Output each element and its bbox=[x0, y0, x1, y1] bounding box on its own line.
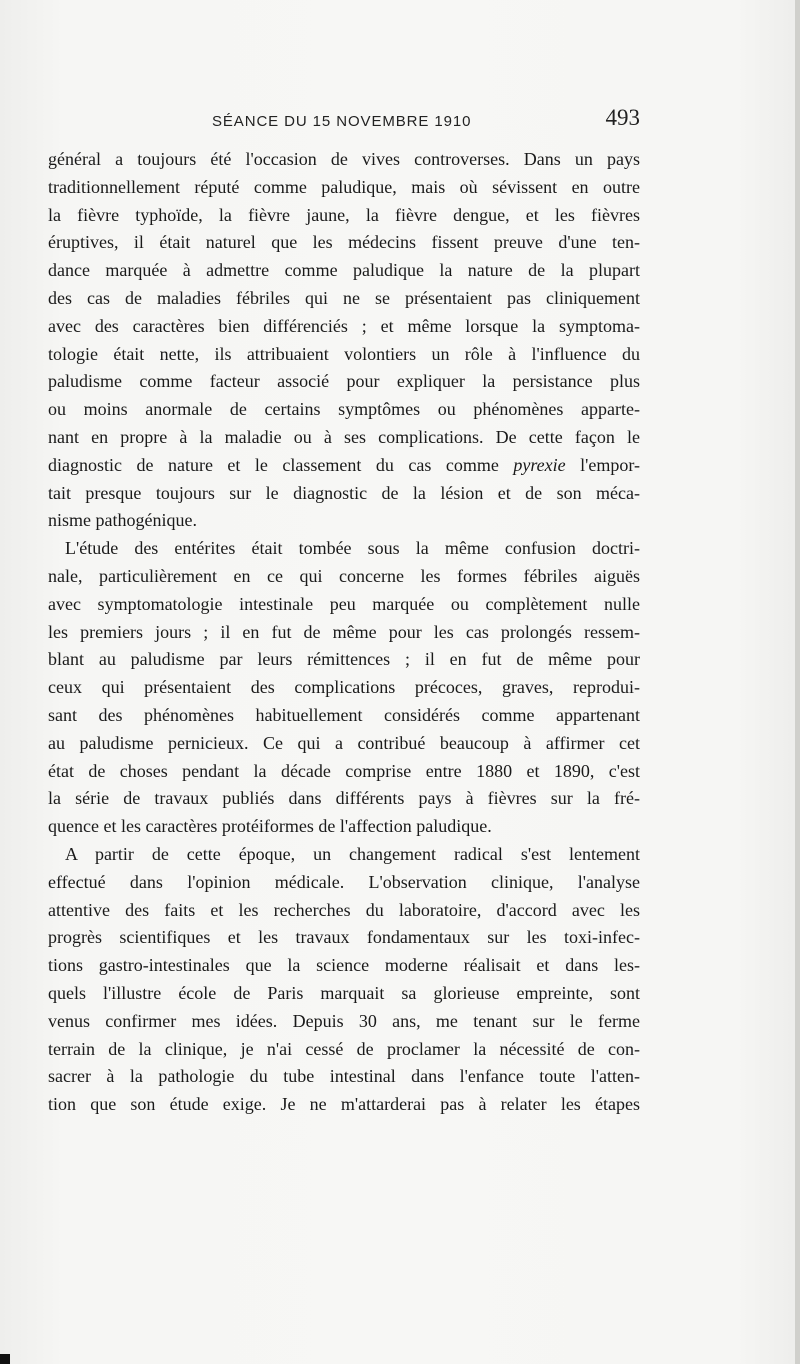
text-line: progrès scientifiques et les travaux fondamentaux sur les toxi-infec- bbox=[48, 927, 640, 948]
text-line: état de choses pendant la décade comprise entre 1880 et 1890, c'est bbox=[48, 760, 640, 781]
text-line: L'étude des entérites était tombée sous la même confusion doctri- bbox=[65, 538, 640, 559]
text-line: avec des caractères bien différenciés ; et même lorsque la symptoma- bbox=[48, 315, 640, 336]
text-line: attentive des faits et les recherches du laboratoire, d'accord avec les bbox=[48, 899, 640, 920]
text-line: ceux qui présentaient des complications précoces, graves, reprodui- bbox=[48, 677, 640, 698]
text-line: quels l'illustre école de Paris marquait sa glorieuse empreinte, sont bbox=[48, 982, 640, 1003]
text-line: sacrer à la pathologie du tube intestinal dans l'enfance toute l'atten- bbox=[48, 1066, 640, 1087]
text-line: blant au paludisme par leurs rémittences ; il en fut de même pour bbox=[48, 649, 640, 670]
text-line: éruptives, il était naturel que les médecins fissent preuve d'une ten- bbox=[48, 232, 640, 253]
text-line: au paludisme pernicieux. Ce qui a contribué beaucoup à affirmer cet bbox=[48, 732, 640, 753]
scan-corner-mark bbox=[0, 1354, 10, 1364]
text-line: venus confirmer mes idées. Depuis 30 ans, me tenant sur le ferme bbox=[48, 1010, 640, 1031]
text-line: des cas de maladies fébriles qui ne se présentaient pas cliniquement bbox=[48, 287, 640, 308]
text-line: nale, particulièrement en ce qui concerne les formes fébriles aiguës bbox=[48, 565, 640, 586]
text-line: la série de travaux publiés dans différents pays à fièvres sur la fré- bbox=[48, 788, 640, 809]
text-line: tologie était nette, ils attribuaient volontiers un rôle à l'influence du bbox=[48, 343, 640, 364]
text-line: dance marquée à admettre comme paludique la nature de la plupart bbox=[48, 260, 640, 281]
text-line: effectué dans l'opinion médicale. L'observation clinique, l'analyse bbox=[48, 871, 640, 892]
text-segment: diagnostic de nature et le classement du cas comme bbox=[48, 454, 514, 475]
italic-term: pyrexie bbox=[513, 454, 566, 475]
text-line: paludisme comme facteur associé pour expliquer la persistance plus bbox=[48, 371, 640, 392]
text-line: général a toujours été l'occasion de vives controverses. Dans un pays bbox=[48, 149, 640, 169]
text-line: terrain de la clinique, je n'ai cessé de proclamer la nécessité de con- bbox=[48, 1038, 640, 1059]
page-header bbox=[48, 105, 640, 139]
running-head: SÉANCE DU 15 NOVEMBRE 1910 bbox=[212, 113, 472, 130]
text-line: sant des phénomènes habituellement considérés comme appartenant bbox=[48, 704, 640, 725]
text-line: avec symptomatologie intestinale peu marquée ou complètement nulle bbox=[48, 593, 640, 614]
text-line: nisme pathogénique. bbox=[48, 510, 197, 531]
text-line: quence et les caractères protéiformes de l'affection paludique. bbox=[48, 816, 492, 837]
text-segment: l'empor- bbox=[565, 454, 640, 475]
body-text bbox=[48, 146, 640, 1119]
text-line: ou moins anormale de certains symptômes ou phénomènes apparte- bbox=[48, 399, 640, 420]
text-line: nant en propre à la maladie ou à ses complications. De cette façon le bbox=[48, 426, 640, 447]
text-line-with-emphasis bbox=[48, 452, 640, 480]
text-line: tion que son étude exige. Je ne m'attarderai pas à relater les étapes bbox=[48, 1094, 640, 1115]
page-edge-shadow bbox=[795, 0, 800, 1364]
text-line: les premiers jours ; il en fut de même pour les cas prolongés ressem- bbox=[48, 621, 640, 642]
text-line: tions gastro-intestinales que la science moderne réalisait et dans les- bbox=[48, 955, 640, 976]
text-line: A partir de cette époque, un changement radical s'est lentement bbox=[65, 843, 640, 864]
text-line: traditionnellement réputé comme paludique, mais où sévissent en outre bbox=[48, 176, 640, 197]
text-line: tait presque toujours sur le diagnostic de la lésion et de son méca- bbox=[48, 482, 640, 503]
page-number: 493 bbox=[605, 105, 640, 130]
text-line: la fièvre typhoïde, la fièvre jaune, la fièvre dengue, et les fièvres bbox=[48, 204, 640, 225]
